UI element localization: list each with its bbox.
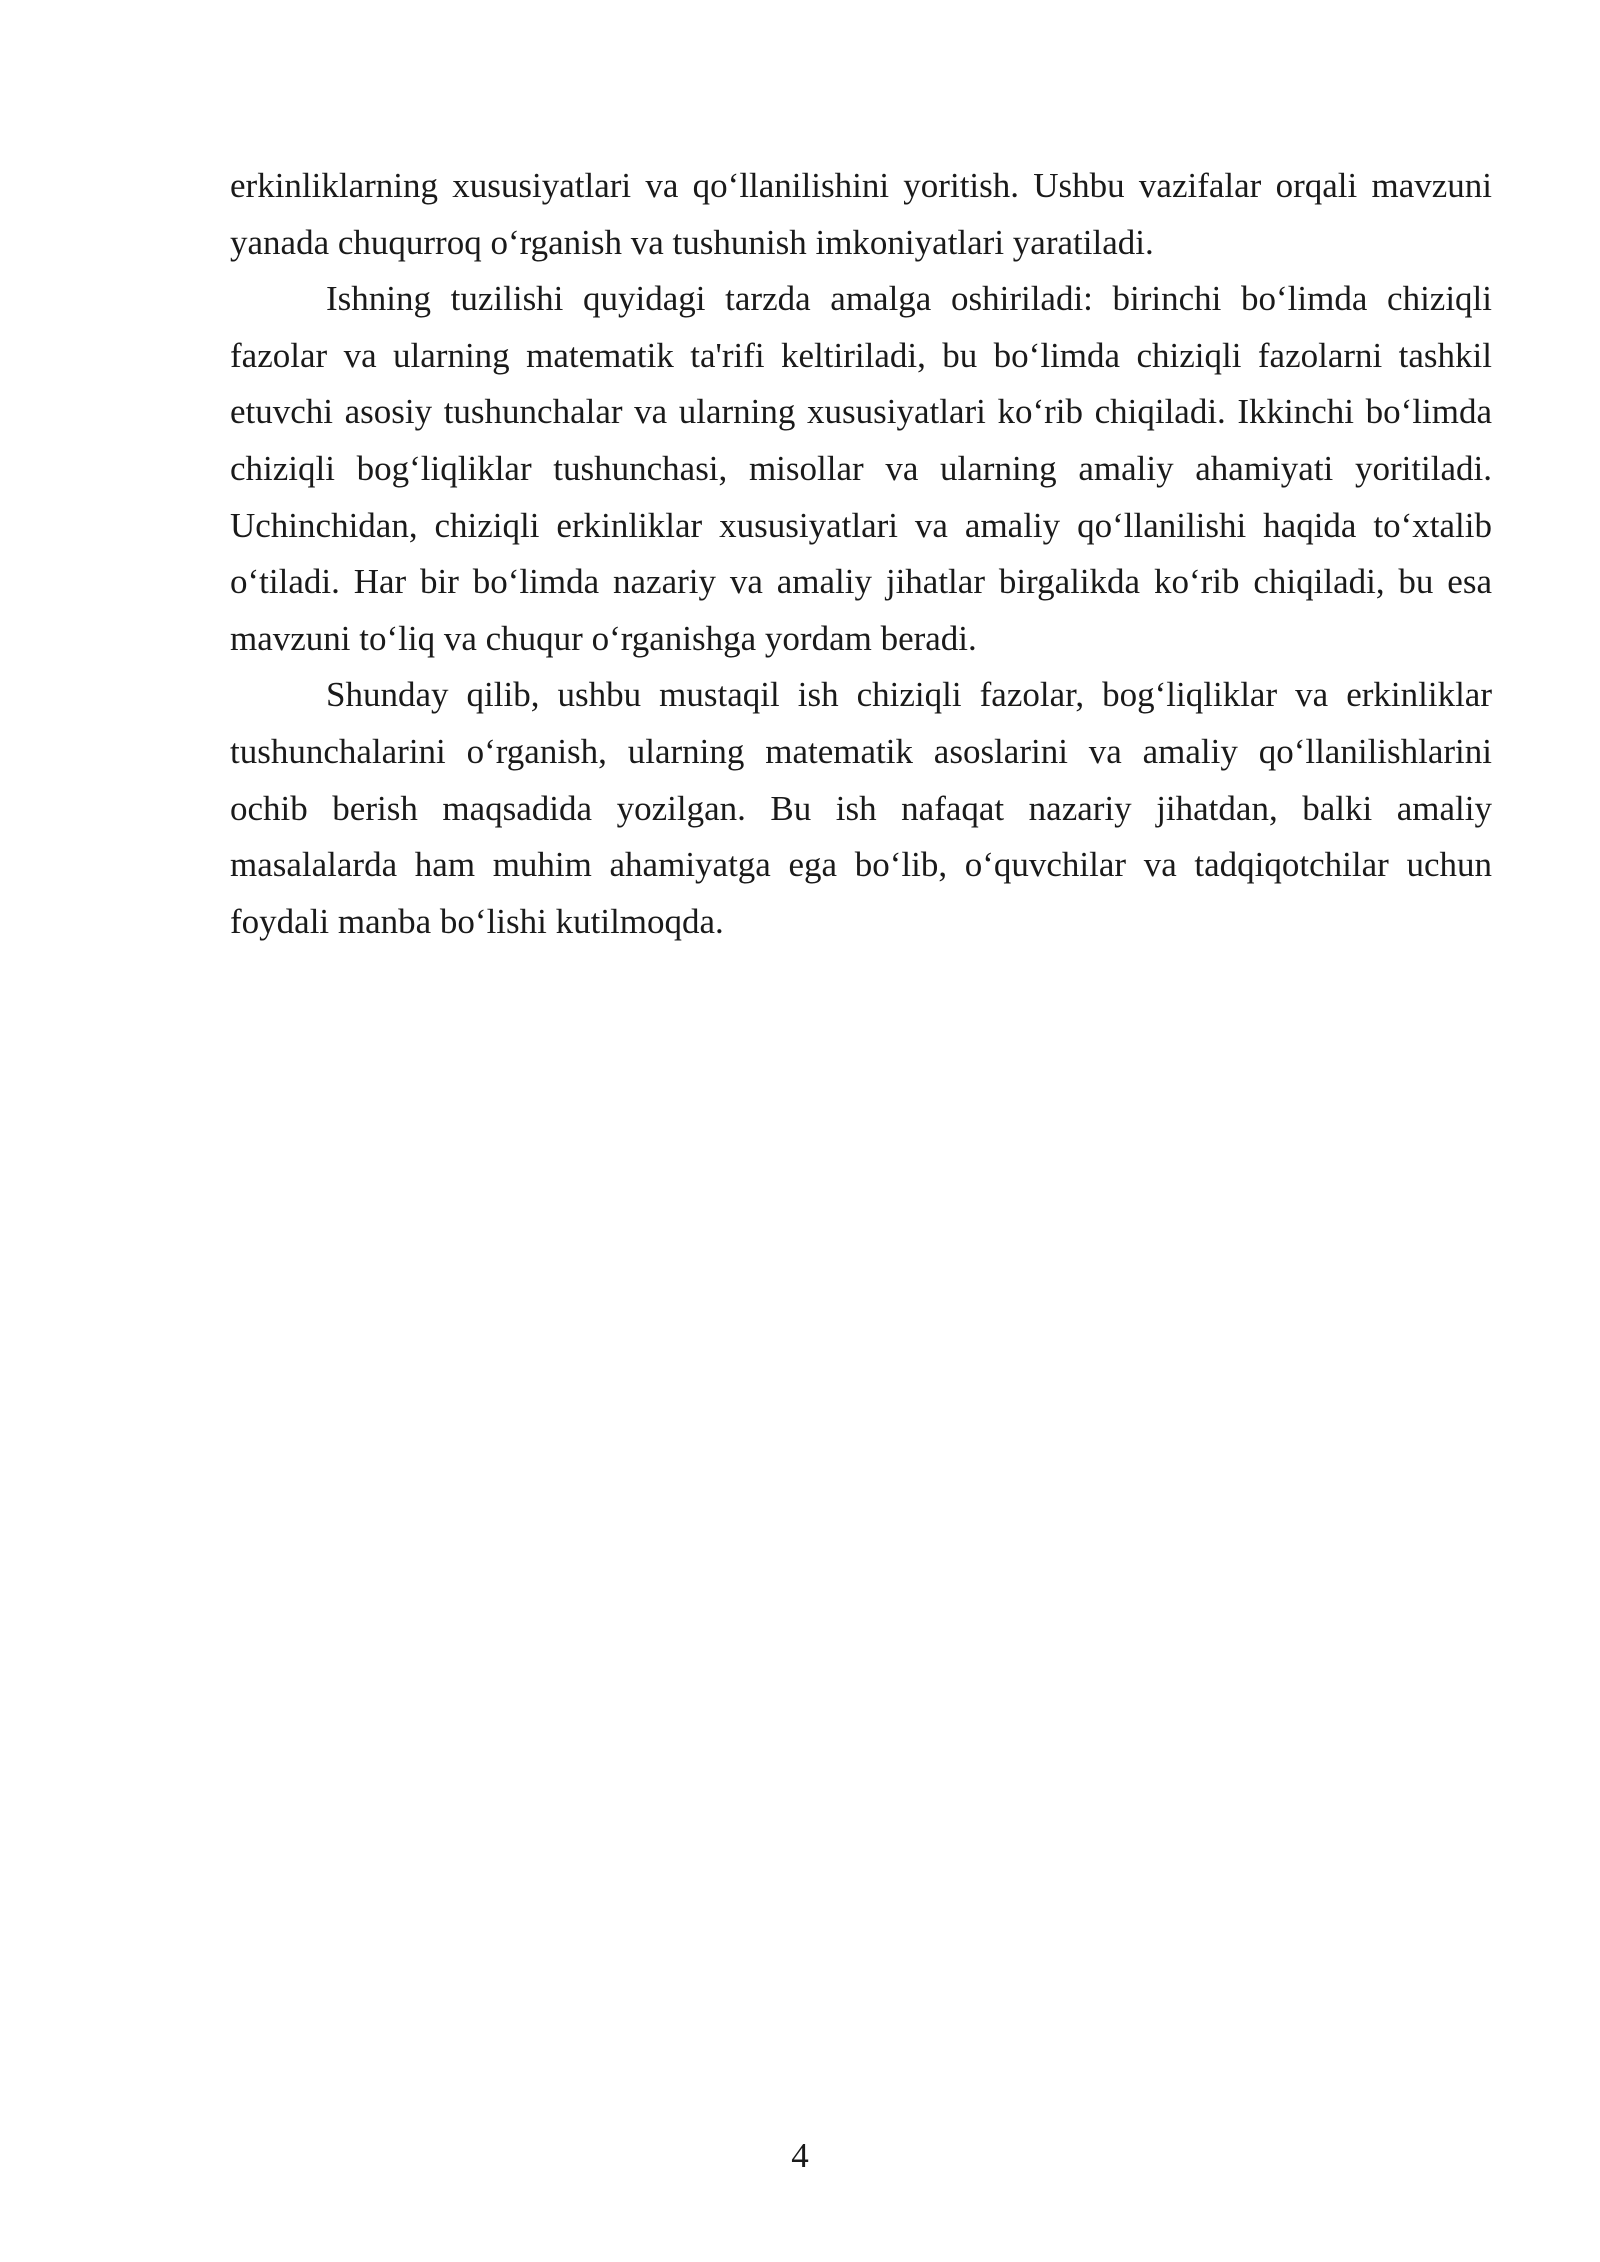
paragraph-structure: Ishning tuzilishi quyidagi tarzda amalga oshiriladi: birinchi bo‘limda chiziqli fazolar va ularning matematik ta'rifi keltiriladi, bu bo‘limda chiziqli fazolarni tashkil etuvchi asosiy tushunchalar va ularning xususiyatlari ko‘rib chiqiladi. Ikkinchi bo‘limda chiziqli bog‘liqliklar tushunchasi, misollar va ularning amaliy ahamiyati yoritiladi. Uchinchidan, chiziqli erkinliklar xususiyatlari va amaliy qo‘llanilishi haqida to‘xtalib o‘tiladi. Har bir bo‘limda nazariy va amaliy jihatlar birgalikda ko‘rib chiqiladi, bu esa mavzuni to‘liq va chuqur o‘rganishga yordam beradi. bbox=[230, 279, 1492, 658]
page-number: 4 bbox=[791, 2136, 809, 2175]
paragraph-continuation: erkinliklarning xususiyatlari va qo‘llanilishini yoritish. Ushbu vazifalar orqali mavzuni yanada chuqurroq o‘rganish va tushunish imkoniyatlari yaratiladi. bbox=[230, 166, 1492, 262]
paragraph-conclusion: Shunday qilib, ushbu mustaqil ish chiziqli fazolar, bog‘liqliklar va erkinliklar tushunchalarini o‘rganish, ularning matematik asoslarini va amaliy qo‘llanilishlarini ochib berish maqsadida yozilgan. Bu ish nafaqat nazariy jihatdan, balki amaliy masalalarda ham muhim ahamiyatga ega bo‘lib, o‘quvchilar va tadqiqotchilar uchun foydali manba bo‘lishi kutilmoqda. bbox=[230, 675, 1492, 941]
body-text bbox=[230, 158, 1492, 950]
